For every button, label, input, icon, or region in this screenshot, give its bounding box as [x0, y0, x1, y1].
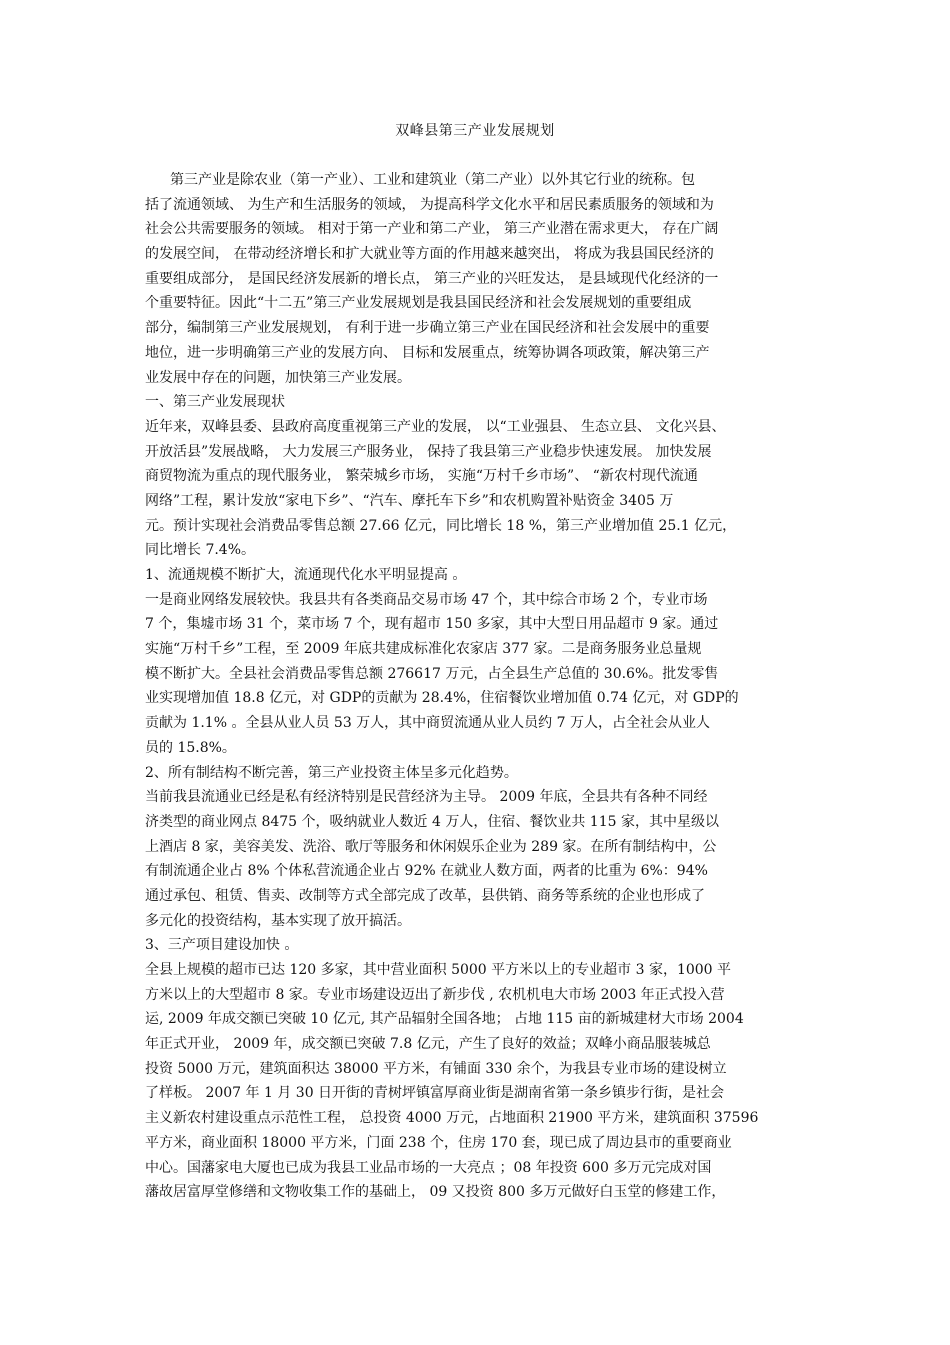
text-line: 员的 15.8%。: [145, 739, 236, 756]
text-line: 了样板。 2007 年 1 月 30 日开街的青树坪镇富厚商业街是湖南省第一条乡镇步行街，是社会: [145, 1085, 725, 1102]
text-line: 主义新农村建设重点示范性工程， 总投资 4000 万元，占地面积 21900 平方米，建筑面积 37596: [145, 1110, 759, 1127]
text-line: 藩故居富厚堂修缮和文物收集工作的基础上， 09 又投资 800 多万元做好白玉堂的修建工作，: [145, 1184, 726, 1201]
document-body: [145, 168, 810, 1205]
text-line: 商贸物流为重点的现代服务业， 繁荣城乡市场， 实施“万村千乡市场”、 “新农村现代流通: [145, 468, 698, 485]
text-line: 中心。国藩家电大厦也已成为我县工业品市场的一大亮点 ；08 年投资 600 多万元完成对国: [145, 1159, 712, 1176]
text-line: 2、所有制结构不断完善，第三产业投资主体呈多元化趋势。: [145, 764, 518, 781]
text-line: 网络”工程，累计发放“家电下乡”、“汽车、摩托车下乡”和农机购置补贴资金 3405 万: [145, 492, 674, 509]
text-line: 同比增长 7.4%。: [145, 542, 256, 559]
text-line: 3、三产项目建设加快 。: [145, 937, 299, 954]
text-line: 个重要特征。因此“十二五”第三产业发展规划是我县国民经济和社会发展规划的重要组成: [145, 295, 692, 312]
text-line: 通过承包、租赁、售卖、改制等方式全部完成了改革，县供销、商务等系统的企业也形成了: [145, 887, 705, 904]
text-line: 社会公共需要服务的领域。 相对于第一产业和第二产业， 第三产业潜在需求更大， 存在广阔: [145, 221, 719, 238]
text-line: 地位，进一步明确第三产业的发展方向、 目标和发展重点，统筹协调各项政策，解决第三产: [145, 344, 710, 361]
text-line: 上酒店 8 家，美容美发、洗浴、歌厅等服务和休闲娱乐企业为 289 家。在所有制结构中，公: [145, 838, 717, 855]
text-line: 平方米，商业面积 18000 平方米，门面 238 个，住房 170 套，现已成了周边县市的重要商业: [145, 1134, 732, 1151]
text-line: 运, 2009 年成交额已突破 10 亿元, 其产品辐射全国各地； 占地 115 亩的新城建材大市场 2004: [145, 1011, 744, 1028]
text-line: 业发展中存在的问题，加快第三产业发展。: [145, 369, 411, 386]
text-line: 投资 5000 万元，建筑面积达 38000 平方米，有铺面 330 余个，为我县专业市场的建设树立: [145, 1060, 727, 1077]
text-line: 全县上规模的超市已达 120 多家，其中营业面积 5000 平方米以上的专业超市 3 家，1000 平: [145, 962, 732, 978]
text-line: 年正式开业， 2009 年，成交额已突破 7.8 亿元，产生了良好的效益；双峰小商品服装城总: [145, 1036, 711, 1053]
text-line: 一是商业网络发展较快。我县共有各类商品交易市场 47 个，其中综合市场 2 个，专业市场: [145, 591, 708, 608]
text-line: 方米以上的大型超市 8 家。专业市场建设迈出了新步伐 , 农机机电大市场 2003 年正式投入营: [145, 986, 725, 1003]
text-line: 元。预计实现社会消费品零售总额 27.66 亿元，同比增长 18 %，第三产业增加值 25.1 亿元，: [145, 517, 737, 534]
text-line: 济类型的商业网点 8475 个，吸纳就业人数近 4 万人，住宿、餐饮业共 115 家，其中星级以: [145, 813, 719, 830]
text-line: 贡献为 1.1% 。全县从业人员 53 万人，其中商贸流通从业人员约 7 万人，占全社会从业人: [145, 715, 710, 732]
text-line: 有制流通企业占 8% 个体私营流通企业占 92% 在就业人数方面，两者的比重为 6%：94%: [145, 863, 708, 880]
document-title: 双峰县第三产业发展规划: [395, 123, 555, 139]
text-line: 重要组成部分， 是国民经济发展新的增长点， 第三产业的兴旺发达， 是县域现代化经济的一: [145, 270, 719, 287]
text-line: 7 个，集墟市场 31 个，菜市场 7 个，现有超市 150 多家，其中大型日用品超市 9 家。通过: [145, 616, 719, 633]
text-line: 实施“万村千乡”工程，至 2009 年底共建成标准化农家店 377 家。二是商务服务业总量规: [145, 641, 702, 658]
text-line: 一、第三产业发展现状: [145, 394, 285, 411]
text-line: 开放活县”发展战略， 大力发展三产服务业， 保持了我县第三产业稳步快速发展。 加快发展: [145, 443, 712, 460]
text-line: 业实现增加值 18.8 亿元，对 GDP的贡献为 28.4%，住宿餐饮业增加值 0.74 亿元，对 GDP的: [145, 690, 739, 707]
text-line: 多元化的投资结构，基本实现了放开搞活。: [145, 912, 411, 929]
text-line: 模不断扩大。全县社会消费品零售总额 276617 万元，占全县生产总值的 30.6%。批发零售: [145, 665, 719, 682]
text-line: 部分，编制第三产业发展规划， 有利于进一步确立第三产业在国民经济和社会发展中的重要: [145, 320, 710, 337]
text-line: 第三产业是除农业（第一产业）、工业和建筑业（第二产业）以外其它行业的统称。包: [170, 172, 695, 188]
text-line: 当前我县流通业已经是私有经济特别是民营经济为主导。 2009 年底，全县共有各种不同经: [145, 789, 708, 806]
text-line: 1、流通规模不断扩大，流通现代化水平明显提高 。: [145, 567, 467, 583]
text-line: 近年来，双峰县委、县政府高度重视第三产业的发展， 以“工业强县、 生态立县、 文化兴县、: [145, 418, 726, 435]
text-line: 的发展空间， 在带动经济增长和扩大就业等方面的作用越来越突出， 将成为我县国民经济的: [145, 246, 714, 263]
text-line: 括了流通领域、 为生产和生活服务的领域， 为提高科学文化水平和居民素质服务的领域和为: [145, 196, 714, 213]
